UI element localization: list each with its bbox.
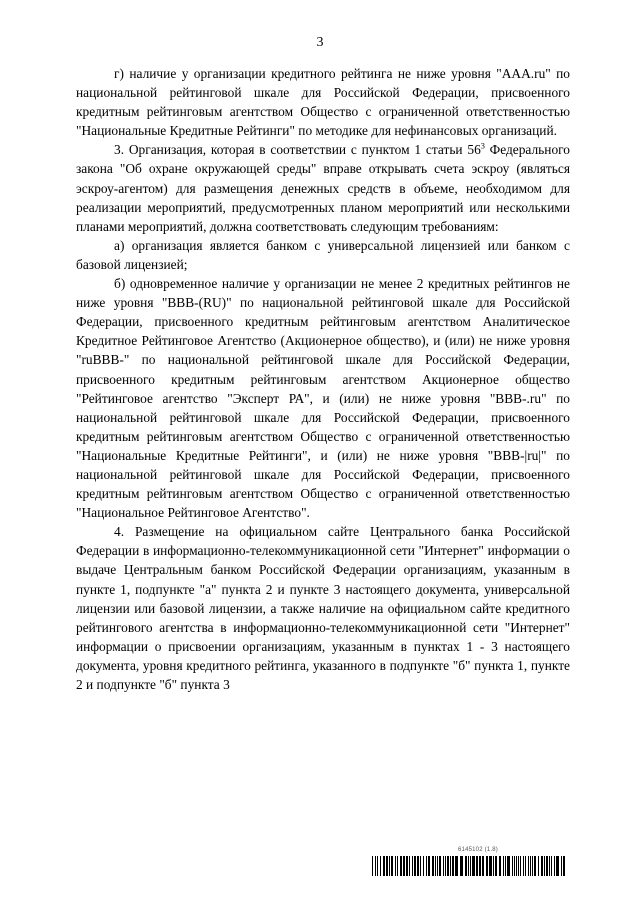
page-number: 3 (316, 35, 324, 50)
barcode-bar (409, 856, 410, 876)
document-body (76, 64, 570, 694)
barcode-bar (551, 856, 552, 876)
barcode-bar (455, 856, 458, 876)
document-code: 6145102 (1.8) (458, 847, 498, 853)
barcode-bar (554, 856, 555, 876)
barcode-bar (514, 856, 515, 876)
barcode-bar (495, 856, 497, 876)
barcode-bar (532, 856, 533, 876)
barcode-bar (561, 856, 562, 876)
barcode-bar (544, 856, 545, 876)
paragraph-g: г) наличие у организации кредитного рейтинга не ниже уровня "AAA.ru" по национальной рейтинговой шкале для Российской Федерации, присвоенного кредитным рейтинговым агентством Общество с ограниченной ответственностью "Национальные Кредитные Рейтинги" по методике для нефинансовых организаций. (76, 66, 570, 139)
article-superscript: 3 (480, 141, 485, 151)
barcode-bar (499, 856, 501, 876)
barcode-bar (447, 856, 449, 876)
barcode-bar (435, 856, 436, 876)
barcode-bar (383, 856, 385, 876)
barcode-bar (465, 856, 467, 876)
barcode-bar (420, 856, 421, 876)
barcode-bar (468, 856, 469, 876)
barcode-bar (512, 856, 513, 876)
barcode-bar (428, 856, 430, 876)
barcode-bar (432, 856, 434, 876)
barcode-bar (412, 856, 413, 876)
barcode-bar (403, 856, 405, 876)
barcode-bar (538, 856, 539, 876)
barcode-bar (400, 856, 402, 876)
paragraph-3-text-before: 3. Организация, которая в соответствии с пунктом 1 статьи 56 (114, 142, 481, 158)
barcode-bar (479, 856, 481, 876)
barcode-bar (391, 856, 393, 876)
barcode-bar (549, 856, 550, 876)
paragraph-3 (76, 140, 570, 235)
barcode-bar (516, 856, 517, 876)
barcode-bar (380, 856, 381, 876)
paragraph-3a: а) организация является банком с универсальной лицензией или банком с базовой лицензией; (76, 237, 570, 272)
barcode-bar (439, 856, 441, 876)
barcode-bar (443, 856, 444, 876)
barcode-bar (460, 856, 463, 876)
barcode-bar (470, 856, 471, 876)
barcode-bar (556, 856, 559, 876)
barcode-bar (389, 856, 390, 876)
barcode-bar (375, 856, 376, 876)
barcode-bar (386, 856, 388, 876)
barcode-bar (518, 856, 519, 876)
barcode-bar (437, 856, 438, 876)
paragraph-4: 4. Размещение на официальном сайте Центрального банка Российской Федерации в информационно-телекоммуникационной сети "Интернет" информации о выдаче Центральным банком Российской Федерации организациям, указанным в пункте 1, подпункте "а" пункта 2 и пункте 3 настоящего документа, универсальной лицензии или базовой лицензии, а также наличие на официальном сайте кредитного рейтингового агентства в информационно-телекоммуникационной сети "Интернет" информации о присвоении организациям, указанным в пунктах 1 - 3 настоящего документа, уровня кредитного рейтинга, указанного в подпункте "б" пункта 1, пункте 2 и подпункте "б" пункта 3 (76, 524, 570, 692)
barcode-bar (525, 856, 526, 876)
barcode-bar (563, 856, 565, 876)
barcode-bar (530, 856, 531, 876)
barcode-bar (541, 856, 543, 876)
barcode-icon (372, 856, 566, 876)
barcode-bar (486, 856, 488, 876)
barcode-bar (534, 856, 536, 876)
barcode-bar (472, 856, 475, 876)
barcode-bar (445, 856, 446, 876)
barcode-bar (523, 856, 524, 876)
barcode-bar (414, 856, 416, 876)
barcode-bar (520, 856, 521, 876)
barcode-bar (417, 856, 419, 876)
barcode-bar (377, 856, 378, 876)
barcode-bar (503, 856, 504, 876)
barcode-bar (395, 856, 396, 876)
barcode-bar (426, 856, 427, 876)
barcode-bar (528, 856, 529, 876)
barcode-bar (489, 856, 492, 876)
paragraph-3b: б) одновременное наличие у организации не менее 2 кредитных рейтингов не ниже уровня "BBB-(RU)" по национальной рейтинговой шкале для Российской Федерации, присвоенного кредитным рейтинговым агентством Аналитическое Кредитное Рейтинговое Агентство (Акционерное общество), и (или) не ниже уровня "ruBBB-" по национальной рейтинговой шкале для Российской Федерации, присвоенного кредитным рейтинговым агентством Акционерное общество "Рейтинговое агентство "Эксперт РА", и (или) не ниже уровня "BBB-.ru" по национальной рейтинговой шкале для Российской Федерации, присвоенного кредитным рейтинговым агентством Общество с ограниченной ответственностью "Национальные Кредитные Рейтинги", и (или) не ниже уровня "BBB-|ru|" по национальной рейтинговой шкале для Российской Федерации, присвоенного кредитным рейтинговым агентством Общество с ограниченной ответственностью "Национальное Рейтинговое Агентство". (76, 276, 570, 521)
barcode-bar (493, 856, 494, 876)
barcode-bar (476, 856, 478, 876)
barcode-bar (450, 856, 451, 876)
barcode-bar (423, 856, 424, 876)
barcode-bar (372, 856, 373, 876)
paragraph-3-text-after: Федерального закона "Об охране окружающей среды" вправе открывать счета эскроу (являться эскроу-агентом) для размещения денежных средств в объеме, необходимом для реализации мероприятий, предусмотренных планом мероприятий или несколькими планами мероприятий, должна соответствовать следующим требованиям: (76, 142, 570, 234)
barcode-bar (397, 856, 398, 876)
barcode-bar (406, 856, 408, 876)
barcode-bar (505, 856, 506, 876)
barcode-bar (452, 856, 454, 876)
barcode-bar (507, 856, 510, 876)
barcode-bar (482, 856, 484, 876)
barcode-bar (546, 856, 548, 876)
